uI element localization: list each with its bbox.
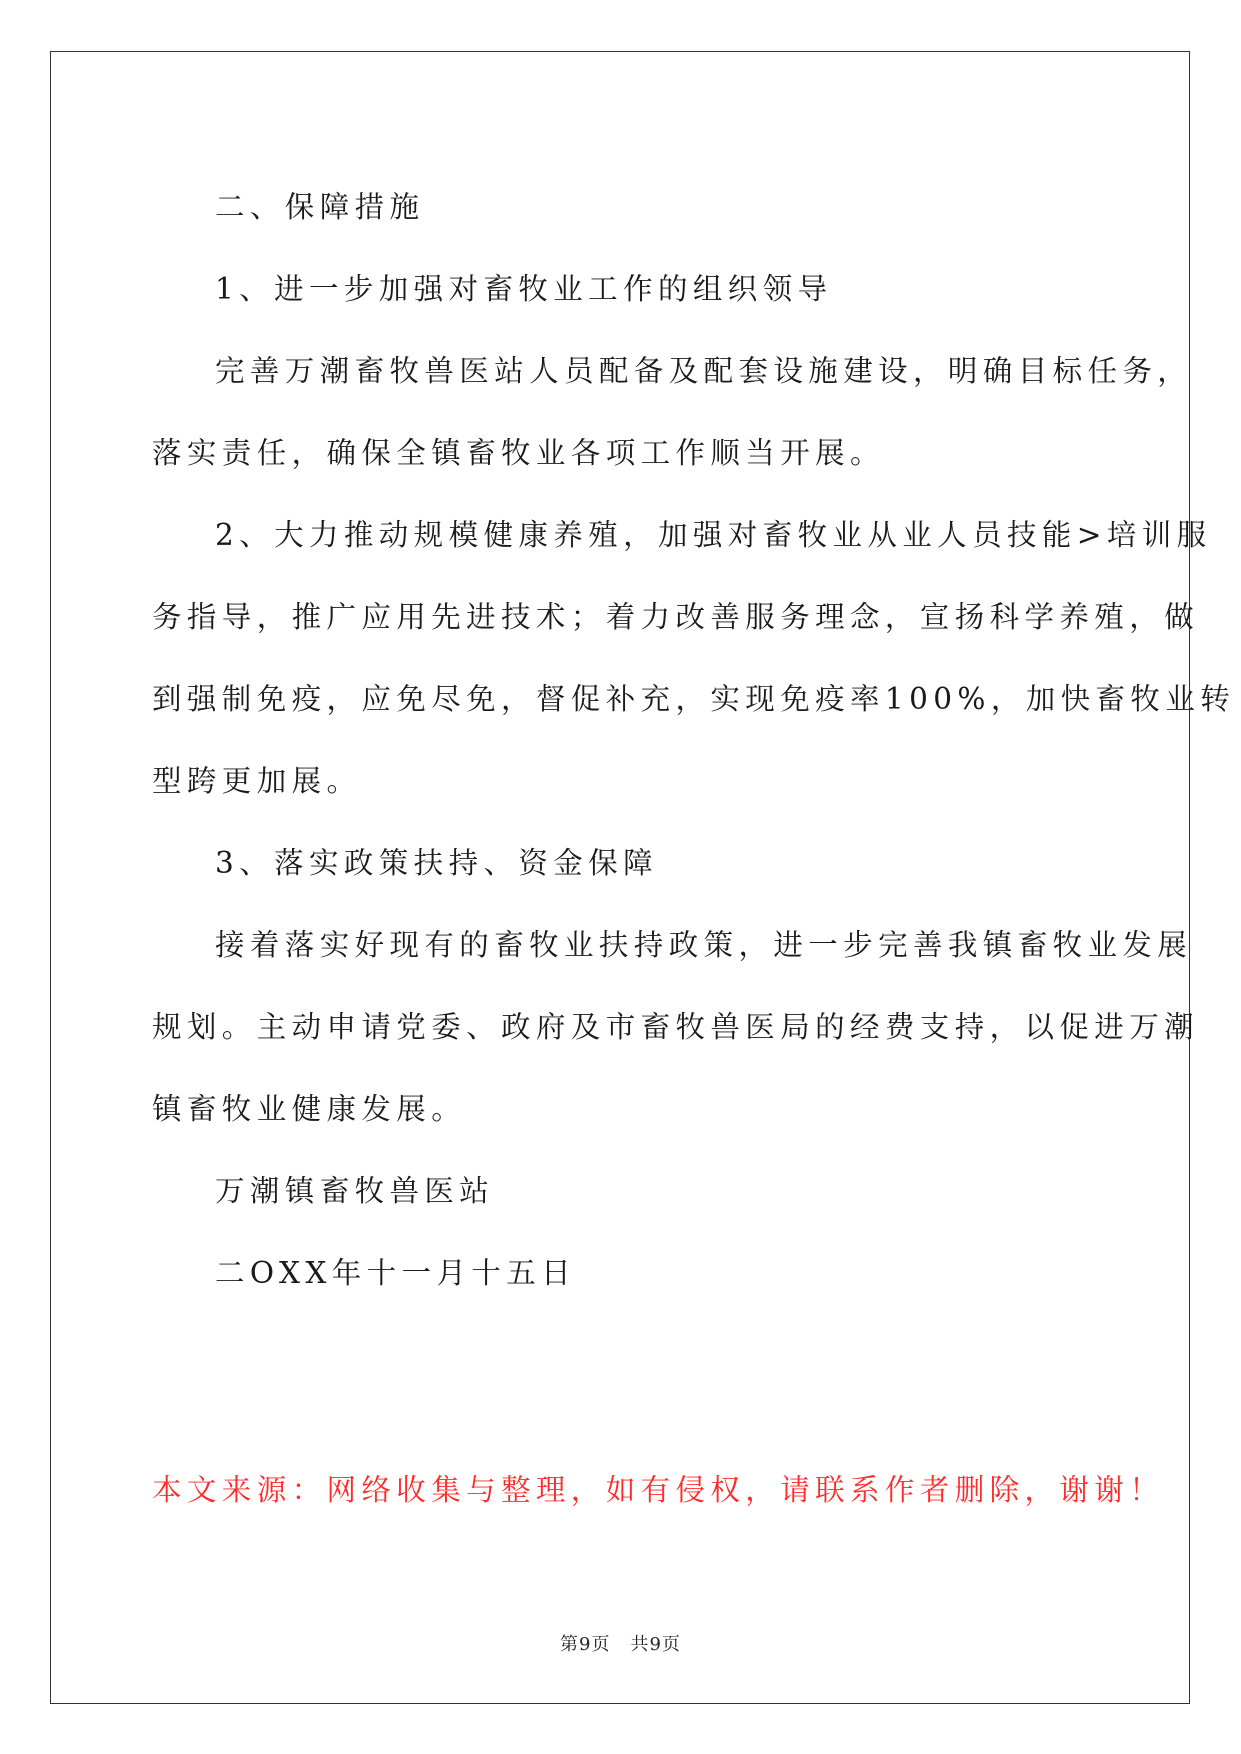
item-3-line-3: 镇畜牧业健康发展。 <box>152 1092 467 1126</box>
document-body <box>152 166 1236 1314</box>
item-2-line-1: 2、大力推动规模健康养殖，加强对畜牧业从业人员技能>培训服 <box>215 518 1212 552</box>
signature-date: 二OXX年十一月十五日 <box>215 1256 577 1290</box>
page-total: 共9页 <box>630 1634 681 1655</box>
item-3-line-1: 接着落实好现有的畜牧业扶持政策，进一步完善我镇畜牧业发展 <box>215 928 1193 962</box>
signature-org: 万潮镇畜牧兽医站 <box>215 1174 495 1208</box>
item-1-line-2: 落实责任，确保全镇畜牧业各项工作顺当开展。 <box>152 436 885 470</box>
copyright-notice: 本文来源：网络收集与整理，如有侵权，请联系作者删除，谢谢！ <box>152 1473 1165 1507</box>
item-3-title: 3、落实政策扶持、资金保障 <box>215 846 658 880</box>
item-1-line-1: 完善万潮畜牧兽医站人员配备及配套设施建设，明确目标任务， <box>215 354 1193 388</box>
item-2-line-2: 务指导，推广应用先进技术；着力改善服务理念，宣扬科学养殖，做 <box>152 600 1200 634</box>
item-2-line-4: 型跨更加展。 <box>152 764 362 798</box>
item-3-line-2: 规划。主动申请党委、政府及市畜牧兽医局的经费支持，以促进万潮 <box>152 1010 1200 1044</box>
item-2-line-3: 到强制免疫，应免尽免，督促补充，实现免疫率100%，加快畜牧业转 <box>152 682 1236 716</box>
item-1-title: 1、进一步加强对畜牧业工作的组织领导 <box>215 272 833 306</box>
page-number: 第9页 <box>560 1634 611 1655</box>
section-heading: 二、保障措施 <box>215 190 425 224</box>
page-footer <box>0 1630 1241 1656</box>
